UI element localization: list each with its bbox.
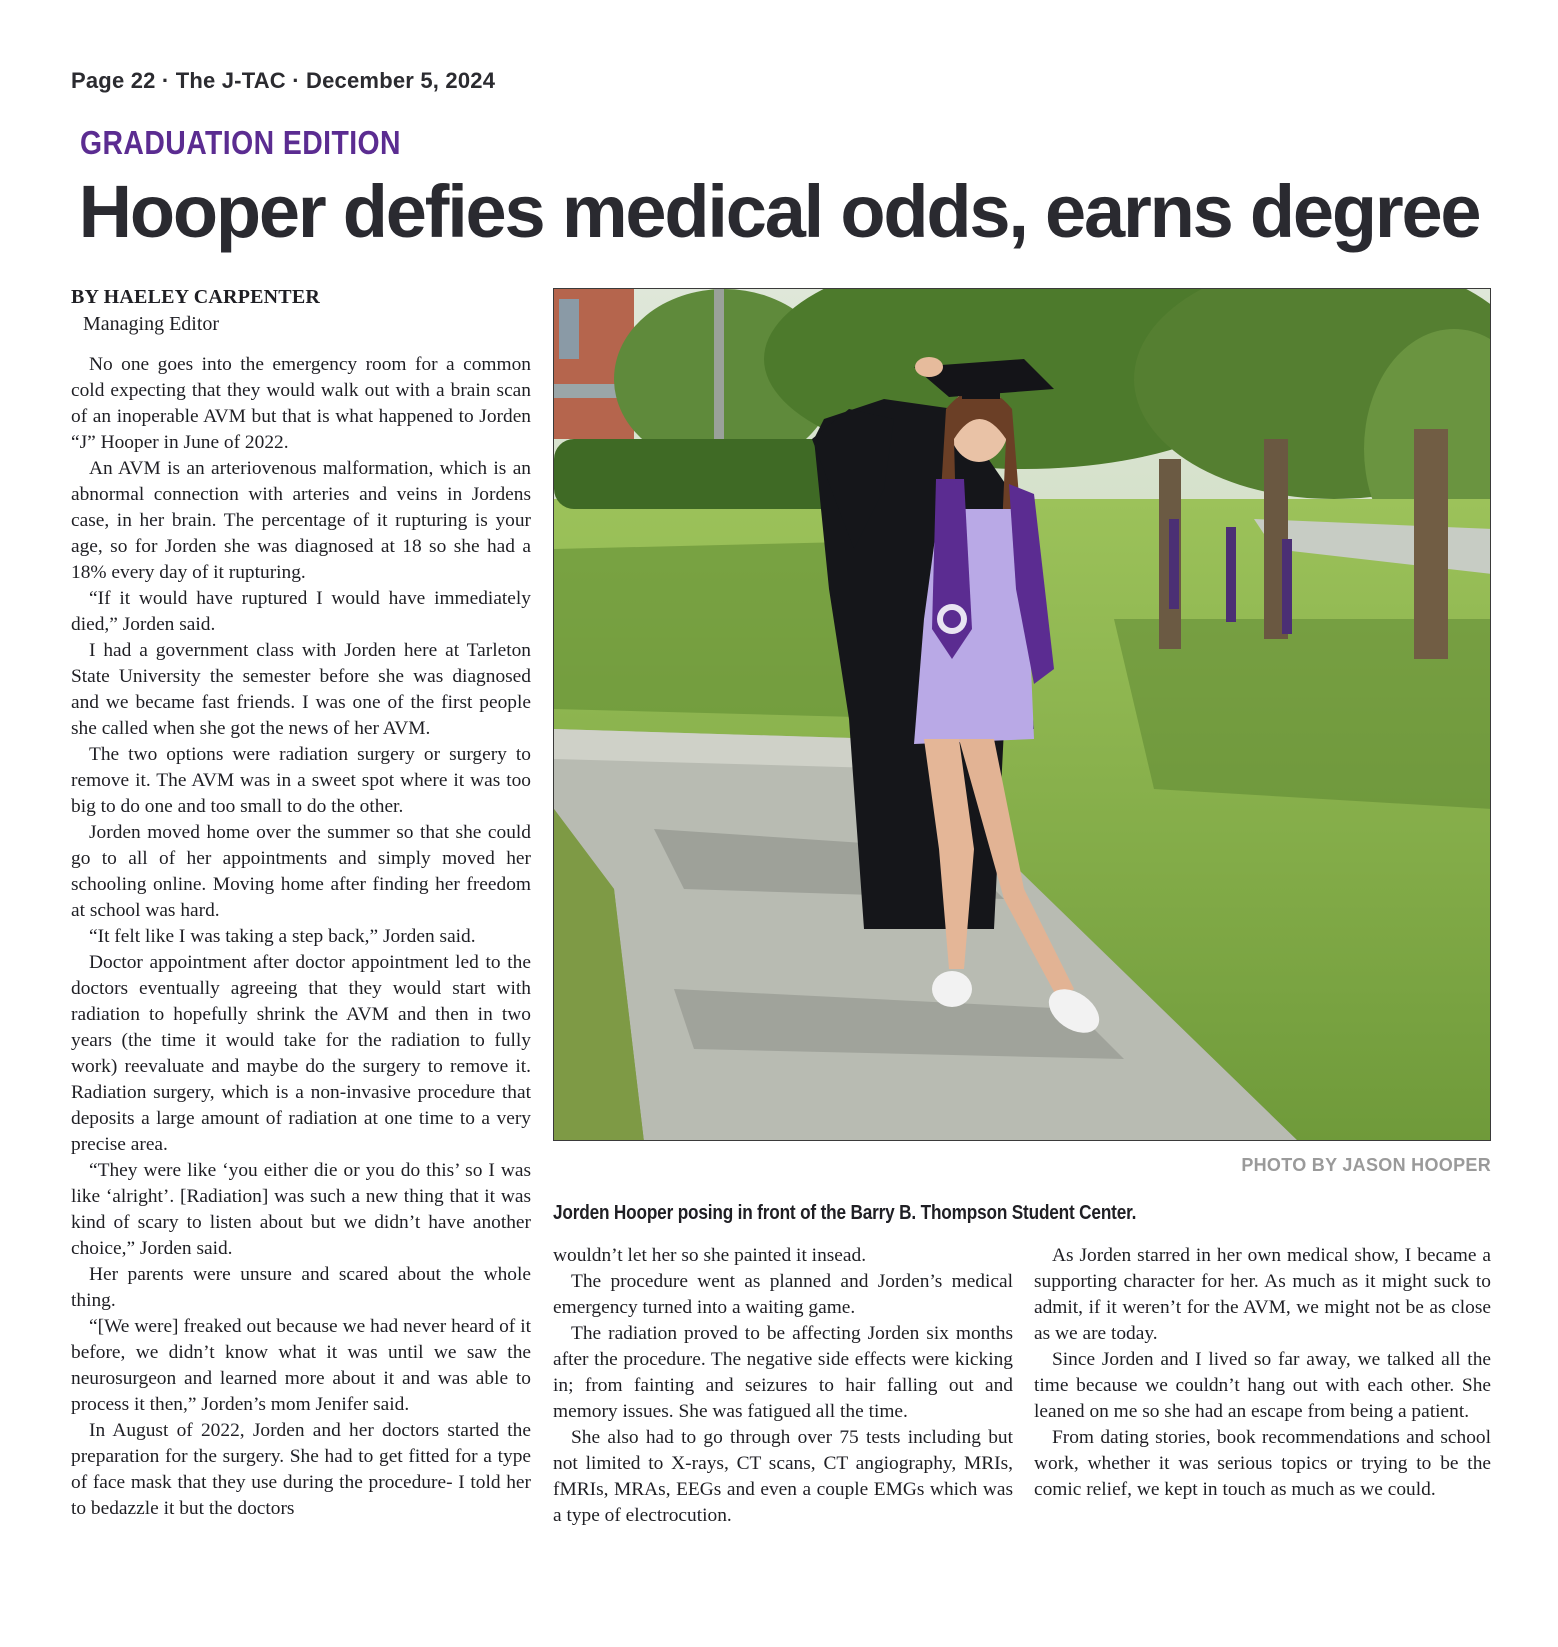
section-kicker: GRADUATION EDITION xyxy=(80,124,401,161)
article-headline: Hooper defies medical odds, earns degree xyxy=(78,170,1480,253)
byline-author: BY HAELEY CARPENTER xyxy=(71,286,321,308)
paragraph: “They were like ‘you either die or you do this’ so I was like ‘alright’. [Radiation] was such a new thing that it was kind of scary to listen about but we didn’t have another choice,” Jorden said. xyxy=(71,1160,531,1259)
photo-credit: PHOTO BY JASON HOOPER xyxy=(1241,1155,1491,1175)
paragraph: I had a government class with Jorden here at Tarleton State University the semester before she was diagnosed and we became fast friends. I was one of the first people she called when she got the news of her AVM. xyxy=(71,640,531,739)
paragraph: “If it would have ruptured I would have immediately died,” Jorden said. xyxy=(71,588,531,635)
paragraph: The radiation proved to be affecting Jorden six months after the procedure. The negative side effects were kicking in; from fainting and seizures to hair falling out and memory issues. She was fatigued all the time. xyxy=(553,1323,1013,1422)
paragraph: From dating stories, book recommendations and school work, whether it was serious topics or trying to be the comic relief, we kept in touch as much as we could. xyxy=(1034,1427,1491,1500)
paragraph: Since Jorden and I lived so far away, we talked all the time because we couldn’t hang out with each other. She leaned on me so she had an escape from being a patient. xyxy=(1034,1349,1491,1422)
paragraph: Doctor appointment after doctor appointment led to the doctors eventually agreeing that they would start with radiation to hopefully shrink the AVM and then in two years (the time it would take for the radiation to fully work) reevaluate and maybe do the surgery to remove it. Radiation surgery, which is a non-invasive procedure that deposits a large amount of radiation at one time to a very precise area. xyxy=(71,952,531,1155)
paragraph: Jorden moved home over the summer so that she could go to all of her appointments and simply moved her schooling online. Moving home after finding her freedom at school was hard. xyxy=(71,822,531,921)
article-column-2 xyxy=(553,1243,1013,1529)
paragraph: “It felt like I was taking a step back,” Jorden said. xyxy=(89,926,476,947)
article-column-3 xyxy=(1034,1243,1491,1503)
paragraph: “[We were] freaked out because we had never heard of it before, we didn’t know what it was until we saw the neurosurgeon and learned more about it and was able to process it then,” Jorden’s mom Jenifer said. xyxy=(71,1316,531,1415)
paragraph: As Jorden starred in her own medical show, I became a supporting character for her. As much as it might suck to admit, if it weren’t for the AVM, we might not be as close as we are today. xyxy=(1034,1245,1491,1344)
article-photo xyxy=(553,288,1491,1141)
paragraph: She also had to go through over 75 tests including but not limited to X-rays, CT scans, CT angiography, MRIs, fMRIs, MRAs, EEGs and even a couple EMGs which was a type of electrocution. xyxy=(553,1427,1013,1526)
paragraph: No one goes into the emergency room for a common cold expecting that they would walk out with a brain scan of an inoperable AVM but that is what happened to Jorden “J” Hooper in June of 2022. xyxy=(71,354,531,453)
paragraph: wouldn’t let her so she painted it insead. xyxy=(553,1245,867,1266)
paragraph: The two options were radiation surgery or surgery to remove it. The AVM was in a sweet spot where it was too big to do one and too small to do the other. xyxy=(71,744,531,817)
paragraph: An AVM is an arteriovenous malformation, which is an abnormal connection with arteries and veins in Jordens case, in her brain. The percentage of it rupturing is your age, so for Jorden she was diagnosed at 18 so she had a 18% every day of it rupturing. xyxy=(71,458,531,583)
page-folio: Page 22 · The J-TAC · December 5, 2024 xyxy=(71,68,496,93)
article-column-1 xyxy=(71,352,531,1522)
paragraph: In August of 2022, Jorden and her doctors started the preparation for the surgery. She had to get fitted for a type of face mask that they use during the procedure- I told her to bedazzle it but the doctors xyxy=(71,1420,531,1519)
paragraph: Her parents were unsure and scared about the whole thing. xyxy=(71,1264,531,1311)
graduate-photo-illustration xyxy=(554,289,1491,1141)
photo-caption: Jorden Hooper posing in front of the Barry B. Thompson Student Center. xyxy=(553,1202,1137,1224)
byline-role: Managing Editor xyxy=(83,313,220,335)
paragraph: The procedure went as planned and Jorden’s medical emergency turned into a waiting game. xyxy=(553,1271,1013,1318)
